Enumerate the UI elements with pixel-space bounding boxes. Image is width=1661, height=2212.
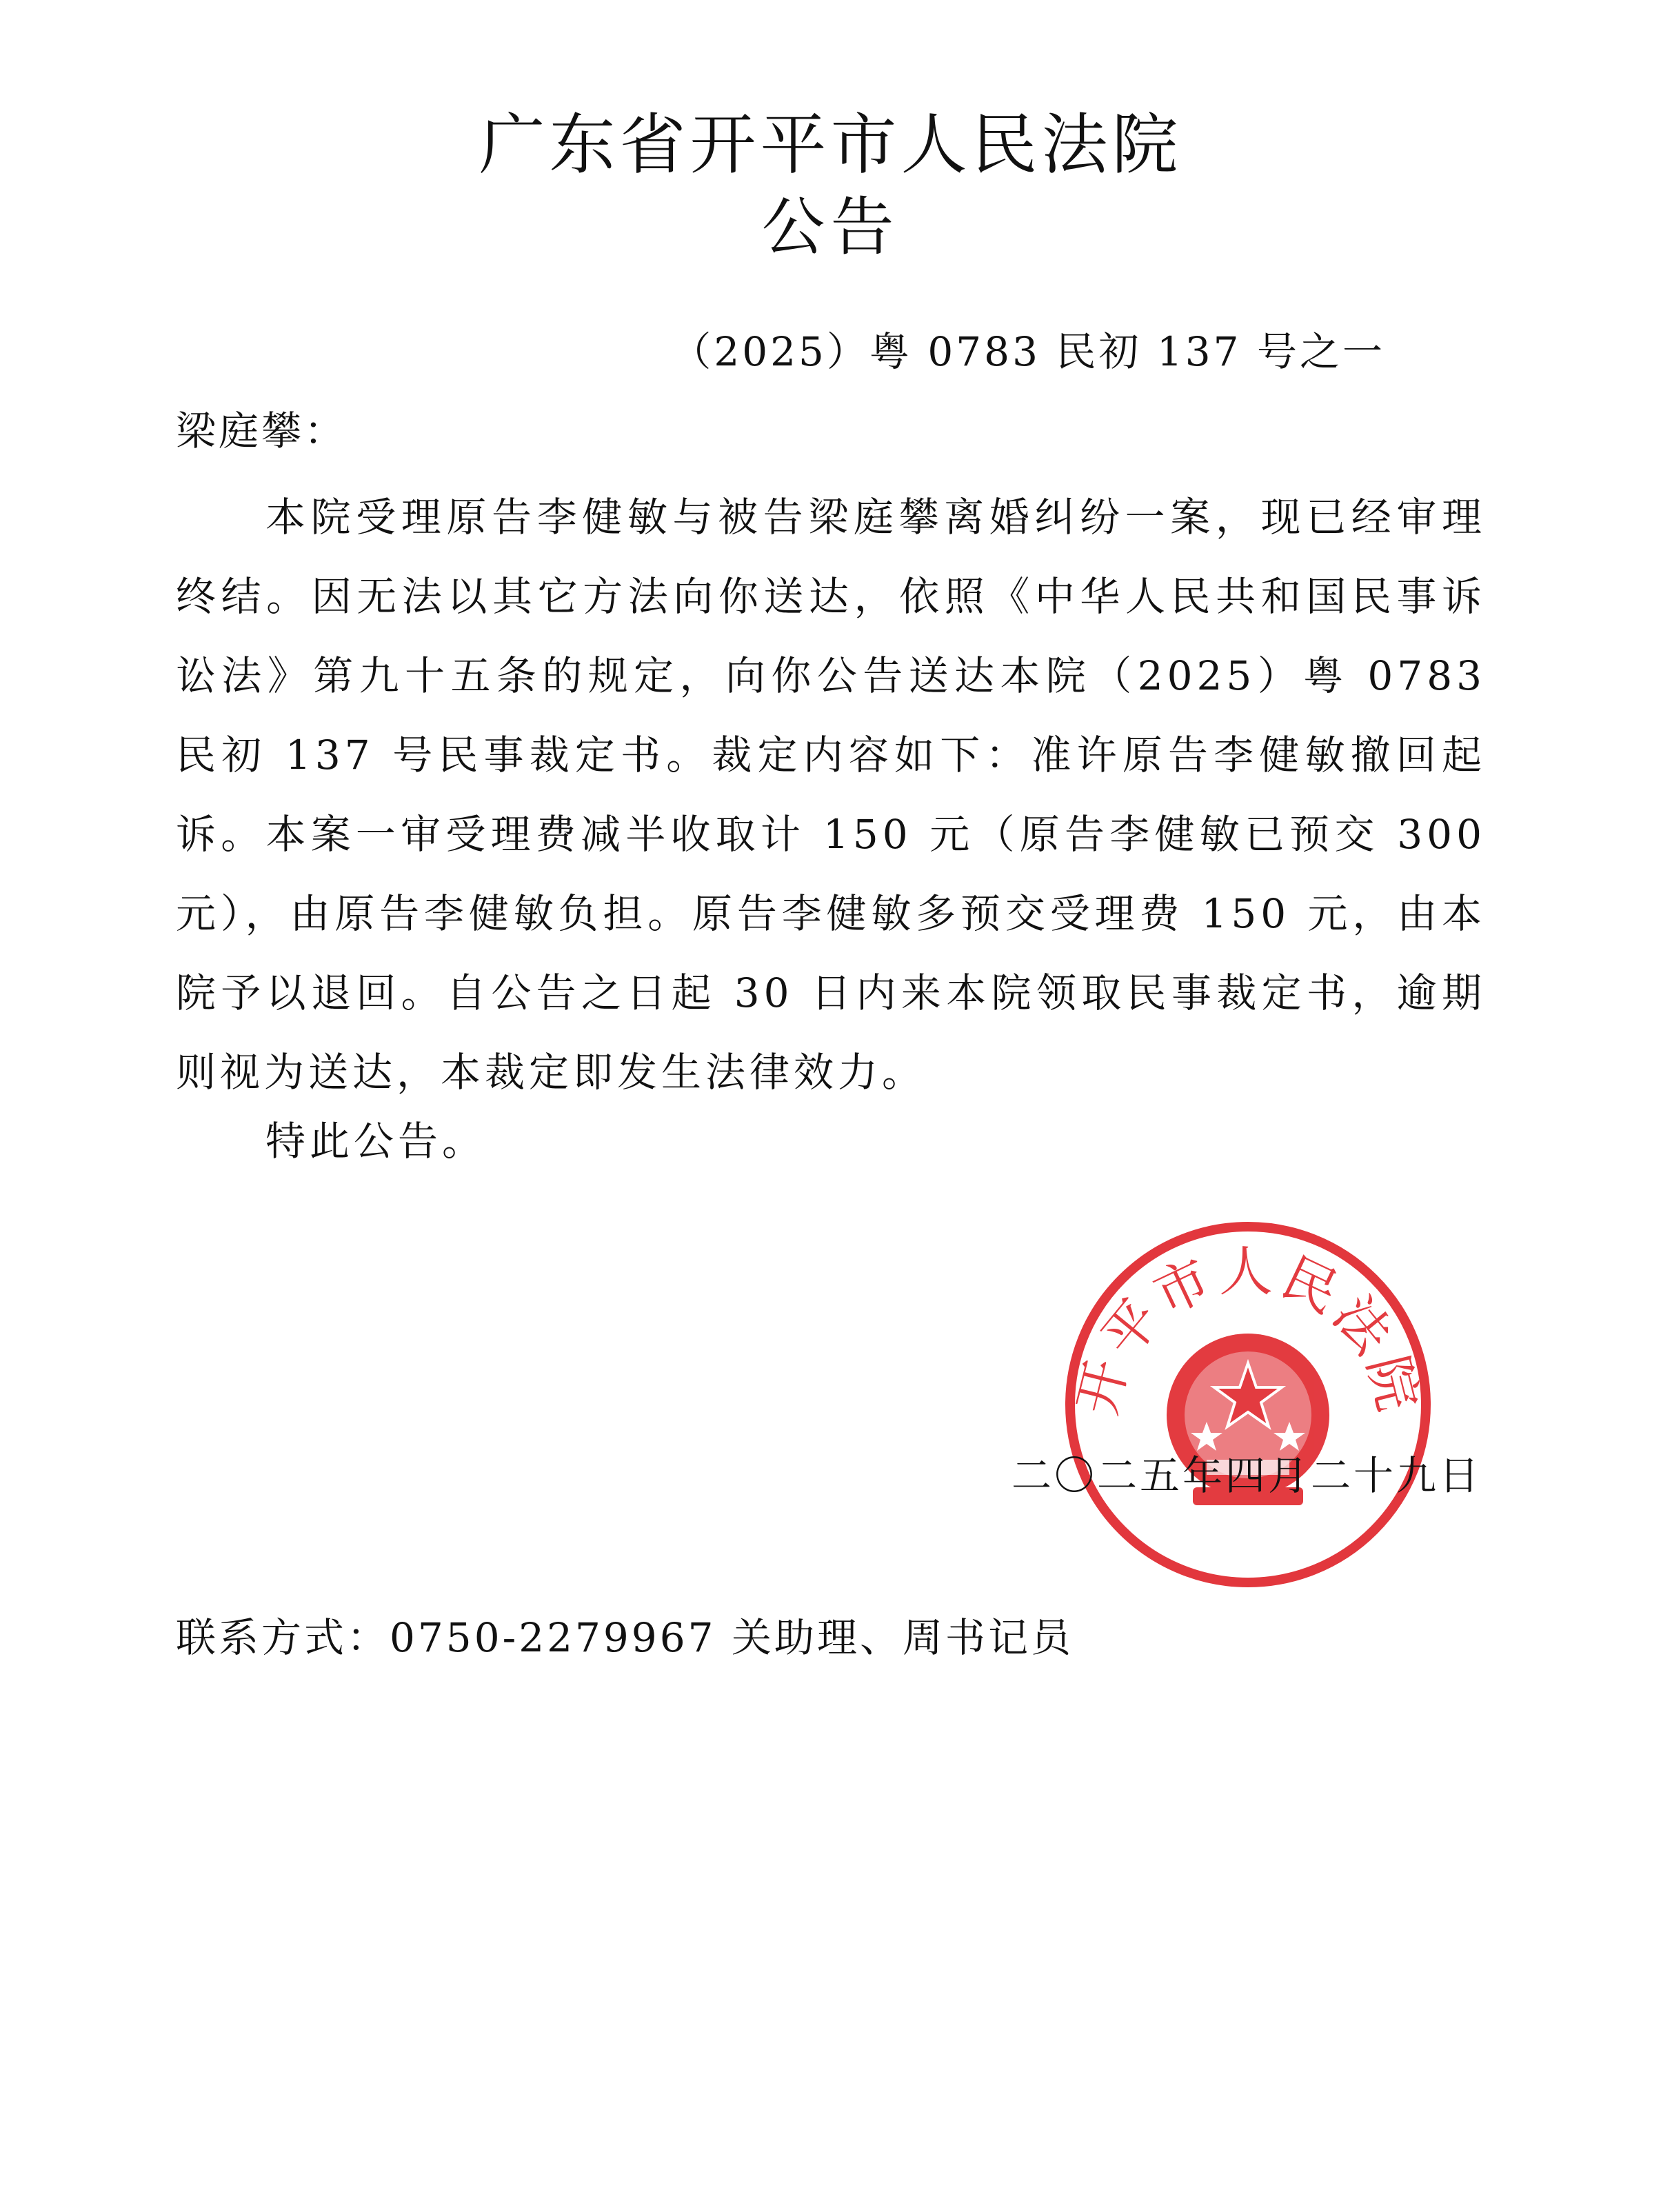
court-name: 广东省开平市人民法院 [479,106,1182,183]
case-number: （2025）粤 0783 民初 137 号之一 [671,328,1385,375]
addressee: 梁庭攀： [176,408,348,454]
document-title: 公告 [761,190,900,264]
notice-body: 本院受理原告李健敏与被告梁庭攀离婚纠纷一案，现已经审理终结。因无法以其它方法向你送达，依照《中华人民共和国民事诉讼法》第九十五条的规定，向你公告送达本院（2025）粤 0783 民初 137 号民事裁定书。裁定内容如下：准许原告李健敏撤回起诉。本案一审受理费减半收取计 150 元（原告李健敏已预交 300 元），由原告李健敏负担。原告李健敏多预交受理费 150 元，由本院予以退回。自公告之日起 30 日内来本院领取民事裁定书，逾期则视为送达，本裁定即发生法律效力。 [176,494,1486,1096]
court-seal [1058,1215,1438,1594]
issue-date: 二〇二五年四月二十九日 [1011,1452,1482,1499]
closing-line: 特此公告。 [265,1118,487,1165]
contact-info: 联系方式：0750-2279967 关助理、周书记员 [176,1614,1074,1661]
seal-text: 开平市人民法院 [1066,1241,1430,1421]
